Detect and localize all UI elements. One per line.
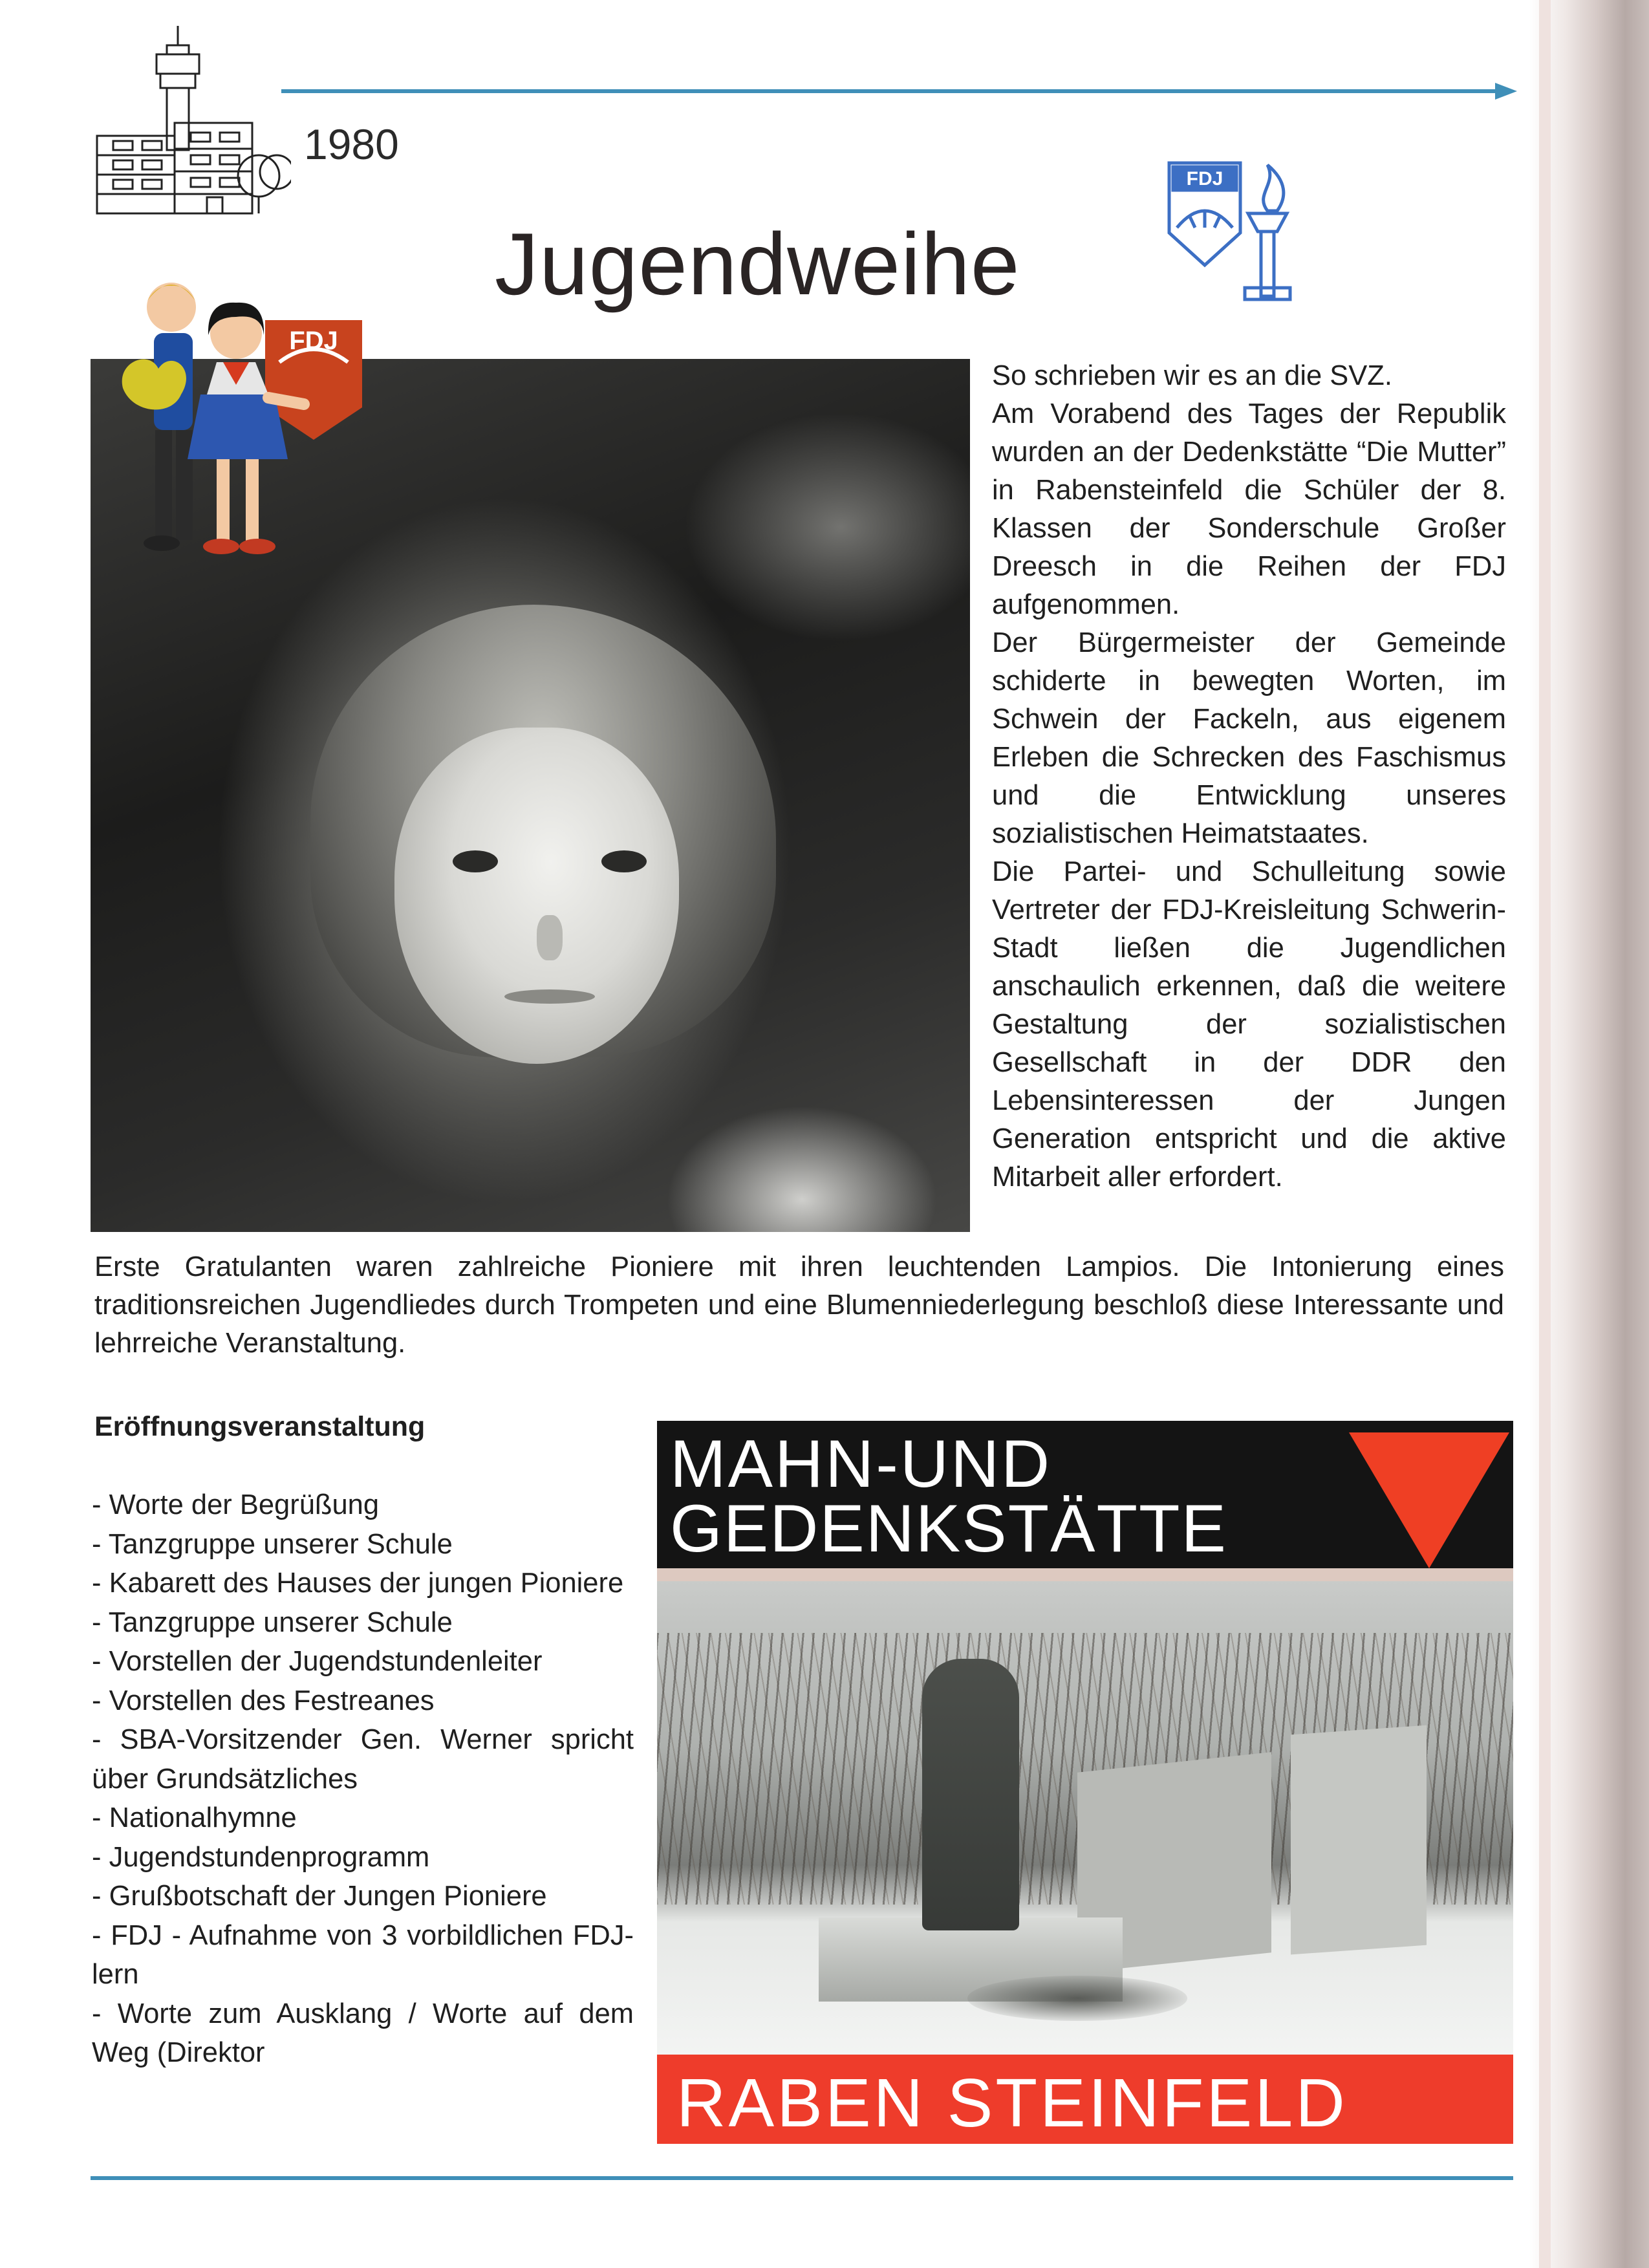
program-item: - Tanzgruppe unserer Schule — [92, 1606, 453, 1638]
memorial-photo — [657, 1581, 1513, 2055]
portrait-face — [394, 728, 679, 1064]
page-title: Jugendweihe — [495, 215, 1020, 313]
header-rule-arrow-icon — [1495, 83, 1517, 100]
article-paragraph: Am Vorabend des Tages der Republik wurden an der Dedenkstätte “Die Mutter” in Rabensteinfeld die Schüler der 8. Klassen der Sonderschule Großer Dreesch in die Reihen der FDJ aufgenommen. — [992, 398, 1506, 620]
footer-rule — [91, 2176, 1513, 2180]
scan-page-edge-shadow — [1539, 0, 1551, 2268]
kids-flag-text: FDJ — [289, 327, 338, 355]
portrait-left-eye — [453, 850, 498, 872]
memorial-card-place-name: RABEN STEINFELD — [676, 2065, 1348, 2141]
program-item: - Jugendstundenprogramm — [92, 1841, 430, 1873]
memorial-card-header-strip — [657, 1568, 1513, 1581]
memorial-card-title-line2: GEDENKSTÄTTE — [670, 1491, 1227, 1566]
memorial-photo-flowers — [967, 1976, 1187, 2021]
program-list — [92, 1485, 634, 2073]
program-item: - SBA-Vorsitzender Gen. Werner spricht über Grundsätzliches — [92, 1724, 634, 1795]
pioneer-children-illustration — [110, 265, 388, 576]
article-column — [992, 357, 1506, 1196]
fdj-emblem-text: FDJ — [1186, 168, 1223, 189]
header-rule — [281, 89, 1497, 93]
portrait-mouth — [504, 989, 595, 1004]
program-item: - FDJ - Aufnahme von 3 vorbildlichen FDJ-lern — [92, 1919, 634, 1990]
article-closing-paragraph: Erste Gratulanten waren zahlreiche Pioniere mit ihren leuchtenden Lampios. Die Intonierung eines traditionsreichen Jugendliedes durch Trompeten und eine Blumenniederlegung beschloß diese Interessante und lehrreiche Veranstaltung. — [94, 1251, 1504, 1359]
fdj-emblem-icon — [1164, 155, 1300, 310]
memorial-card-title-line1: MAHN-UND — [670, 1427, 1052, 1502]
program-item: - Kabarett des Hauses der jungen Pioniere — [92, 1568, 624, 1599]
article-paragraph: Die Partei- und Schulleitung sowie Vertreter der FDJ-Kreisleitung Schwerin-Stadt ließen die Jugendlichen anschaulich erkennen, daß die weitere Gestaltung der sozialistischen Gesellschaft in der DDR den Lebensinteressen der Jungen Generation entspricht und die aktive Mitarbeit aller erfordert. — [992, 856, 1506, 1193]
program-item: - Worte der Begrüßung — [92, 1489, 380, 1520]
article-paragraph: Der Bürgermeister der Gemeinde schiderte in bewegten Worten, im Schwein der Fackeln, aus eigenem Erleben die Schrecken des Faschismus und die Entwicklung unseres sozialistischen Heimatstaates. — [992, 627, 1506, 849]
program-heading: Eröffnungsveranstaltung — [94, 1411, 426, 1442]
memorial-photo-stone-panel — [1291, 1725, 1427, 1955]
program-item: - Worte zum Ausklang / Worte auf dem Weg (Direktor — [92, 1998, 634, 2068]
memorial-photo-statue — [922, 1659, 1019, 1930]
portrait-right-eye — [601, 850, 647, 872]
school-building-icon — [84, 26, 291, 220]
red-triangle-icon — [1349, 1432, 1509, 1568]
program-item: - Nationalhymne — [92, 1802, 297, 1833]
portrait-nose — [537, 915, 563, 960]
page-year: 1980 — [304, 120, 399, 168]
program-item: - Vorstellen des Festreanes — [92, 1685, 435, 1716]
program-item: - Tanzgruppe unserer Schule — [92, 1528, 453, 1560]
article-paragraph: So schrieben wir es an die SVZ. — [992, 360, 1392, 391]
program-item: - Grußbotschaft der Jungen Pioniere — [92, 1881, 547, 1912]
program-item: - Vorstellen der Jugendstundenleiter — [92, 1646, 543, 1677]
memorial-card — [657, 1421, 1513, 2144]
